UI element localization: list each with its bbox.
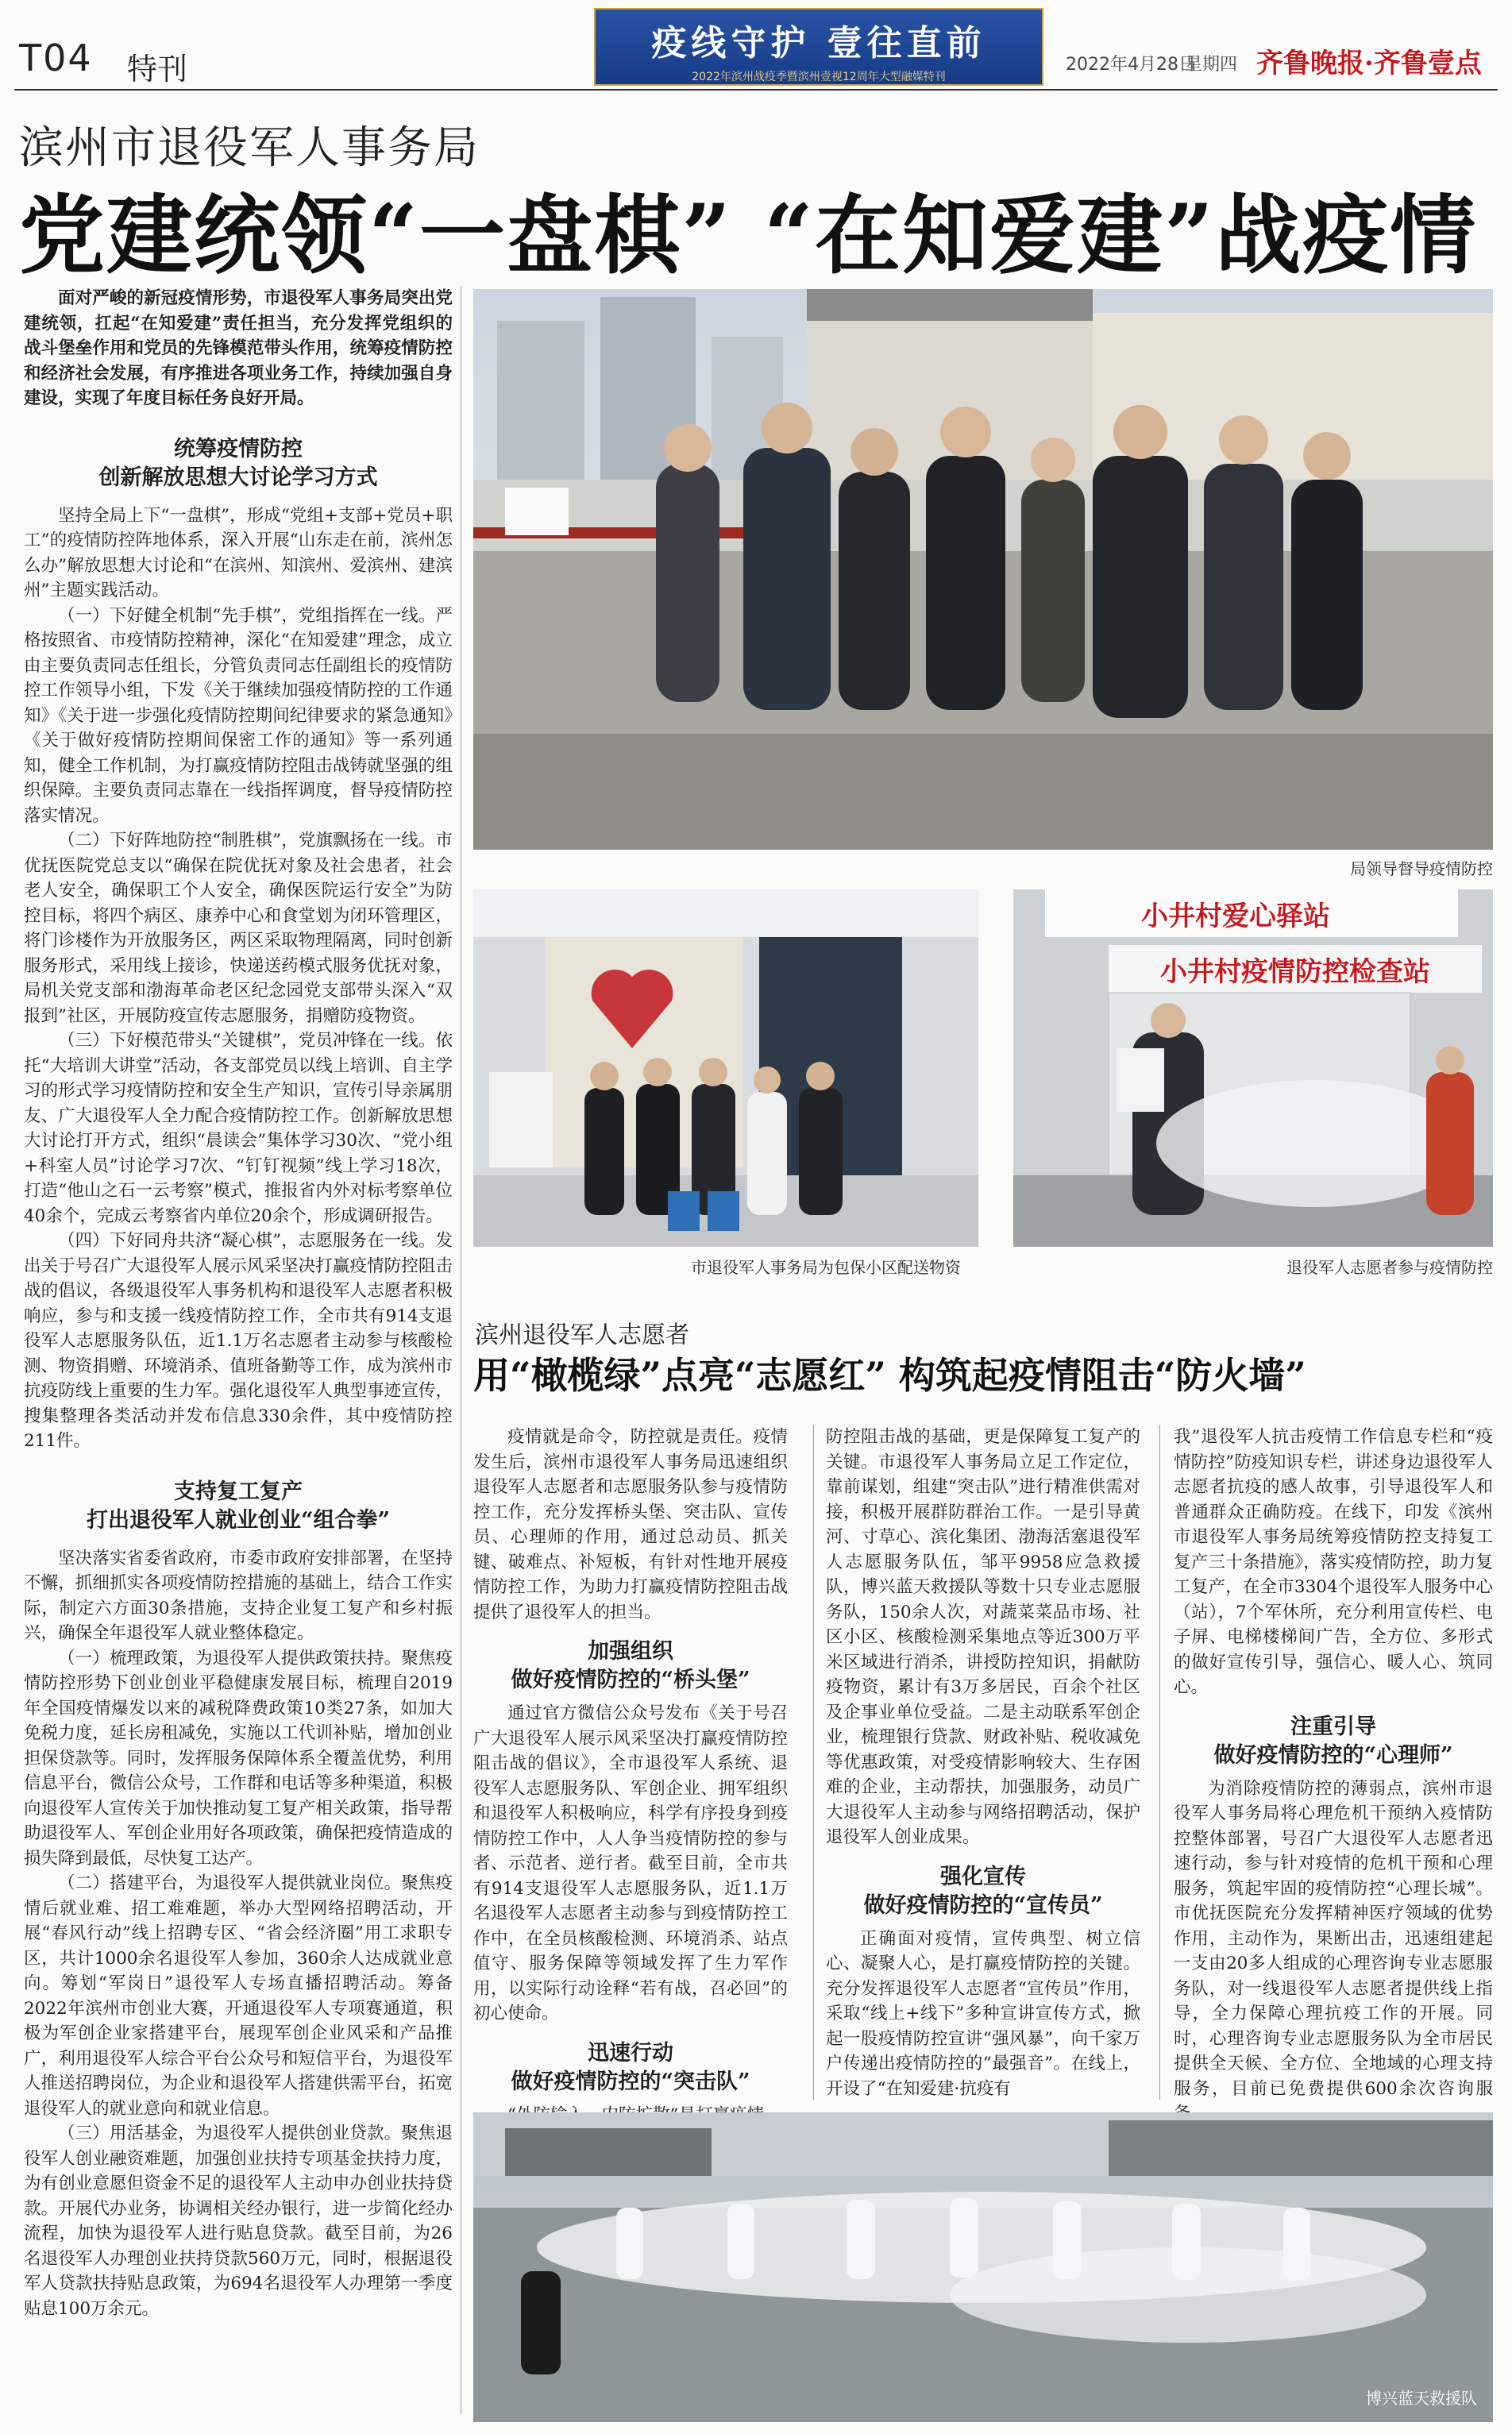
col1-intro: 疫情就是命令，防控就是责任。疫情发生后，滨州市退役军人事务局迅速组织退役军人志愿者和志愿服务队参与疫情防控工作，充分发挥桥头堡、突击队、宣传员、心理师的作用，通过总动员、抓关键、破难点、补短板，有针对性地开展疫情防控工作，为助力打赢疫情防控阻击战提供了退役军人的担当。 bbox=[473, 1427, 788, 1622]
section2-para: （三）用活基金，为退役军人提供创业贷款。聚焦退役军人创业融资难题，加强创业扶持专项基金扶持力度，为有创业意愿但资金不足的退役军人主动申办创业扶持贷款。开展代办业务，协调相关经办银行，进一步简化经办流程，加快为退役军人进行贴息贷款。截至目前，为26名退役军人办理创业扶持贷款560万元，同时，根据退役军人贷款扶持贴息政策，为694名退役军人办理第一季度贴息100万余元。 bbox=[24, 2123, 453, 2319]
newspaper-logo: 齐鲁晚报·齐鲁壹点 bbox=[1256, 48, 1482, 79]
col2-heading-1b: 做好疫情防控的“宣传员” bbox=[863, 1892, 1103, 1918]
header-rule bbox=[14, 89, 1498, 91]
main-headline: 党建统领“一盘棋” “在知爱建”战疫情 bbox=[19, 186, 1478, 286]
section1-para: （三）下好模范带头“关键棋”，党员冲锋在一线。依托“大培训大讲堂”活动，各支部党员以线上培训、自主学习的形式学习疫情防控和安全生产知识，宣传引导亲属朋友、广大退役军人全力配合疫情防控工作。创新解放思想大讨论打开方式，组织“晨读会”集体学习30次、“党小组+科室人员”讨论学习7次、“钉钉视频”线上学习18次，打造“他山之石一云考察”模式，推报省内外对标考察单位40余个，完成云考察省内单位20余个，形成调研报告。 bbox=[24, 1031, 453, 1226]
photo2-caption: 市退役军人事务局为包保小区配送物资 bbox=[691, 1258, 961, 1277]
banner-subtitle: 2022年滨州战疫季暨滨州壹视12周年大型融媒特刊 bbox=[692, 71, 946, 83]
section2-para: 坚决落实省委省政府，市委市政府安排部署，在坚持不懈，抓细抓实各项疫情防控措施的基础上，结合工作实际，制定六方面30条措施，支持企业复工复产和乡村振兴，确保全年退役军人就业整体稳定。 bbox=[24, 1548, 453, 1643]
section1-title-2: 创新解放思想大讨论学习方式 bbox=[98, 465, 378, 490]
column-divider bbox=[1159, 1425, 1160, 2100]
photo-leaders-inspection bbox=[473, 289, 1493, 850]
col1-heading-2b: 做好疫情防控的“突击队” bbox=[511, 2069, 750, 2094]
issue-weekday: 星期四 bbox=[1185, 55, 1238, 75]
column-divider bbox=[813, 1425, 814, 2100]
main-subhead: 滨州市退役军人事务局 bbox=[19, 122, 480, 174]
col3-heading-1b: 做好疫情防控的“心理师” bbox=[1213, 1742, 1453, 1768]
left-column bbox=[24, 286, 453, 2321]
banner-title: 疫线守护 壹往直前 bbox=[651, 23, 986, 64]
col3-para-1: 我”退役军人抗击疫情工作信息专栏和“疫情防控”防疫知识专栏，讲述身边退役军人志愿者抗疫的感人故事，引导退役军人和普通群众正确防疫。在线下，印发《滨州市退役军人事务局统筹疫情防控支持复工复产三十条措施》，落实疫情防控，助力复工复产，在全市3304个退役军人服务中心（站），7个军休所，充分利用宣传栏、电子屏、电梯楼梯间广告，全方位、多形式的做好宣传引导，强信心、暖人心、筑同心。 bbox=[1174, 1427, 1493, 1697]
section1-para: （一）下好健全机制“先手棋”，党组指挥在一线。严格按照省、市疫情防控精神，深化“在知爱建”理念，成立由主要负责同志任组长，分管负责同志任副组长的疫情防控工作领导小组，下发《关于继续加强疫情防控的工作通知》《关于进一步强化疫情防控期间纪律要求的紧急通知》《关于做好疫情防控期间保密工作的通知》等一系列通知，健全工作机制，为打赢疫情防控阻击战铸就坚强的组织保障。主要负责同志靠在一线指挥调度，督导疫情防控落实情况。 bbox=[24, 605, 453, 826]
page-code: T04 bbox=[19, 37, 93, 79]
col1-heading-1a: 加强组织 bbox=[588, 1639, 673, 1664]
issue-date: 2022年4月28日 bbox=[1066, 55, 1196, 75]
checkpoint-sign: 小井村疫情防控检查站 bbox=[1160, 956, 1430, 988]
section2-para: （一）梳理政策，为退役军人提供政策扶持。聚焦疫情防控形势下创业创业平稳健康发展目标，梳理自2019年全国疫情爆发以来的减税降费政策10类27条，如加大免税力度，延长房租减免，实施以工代训补贴，增加创业担保贷款等。同时，发挥服务保障体系全覆盖优势，利用信息平台，微信公众号，工作群和电话等多种渠道，积极向退役军人宣传关于加快推动复工复产相关政策，指导帮助退役军人、军创企业用好各项政策，确保把疫情造成的损失降到最低，尽快复工达产。 bbox=[24, 1648, 453, 1869]
photo-volunteer-disinfection bbox=[1013, 889, 1493, 1247]
col3-para-2: 为消除疫情防控的薄弱点，滨州市退役军人事务局将心理危机干预纳入疫情防控整体部署，号召广大退役军人志愿者迅速行动，参与针对疫情的危机干预和心理服务，筑起牢固的疫情防控“心理长城”。市优抚医院充分发挥精神医疗领域的优势作用，主动作为，果断出击，迅速组建起一支由20多人组成的心理咨询专业志愿服务队，对一线退役军人志愿者提供线上指导，全力保障心理抗疫工作的开展。同时，心理咨询专业志愿服务队为全市居民提供全天候、全方位、全地域的心理支持服务，目前已免费提供600余次咨询服 bbox=[1174, 1778, 1493, 2099]
main-photo-caption: 局领导督导疫情防控 bbox=[1350, 859, 1493, 878]
section2-title-1: 支持复工复产 bbox=[174, 1479, 303, 1504]
section2-para: （二）搭建平台，为退役军人提供就业岗位。聚焦疫情后就业难、招工难难题，举办大型网络招聘活动，开展“春风行动”线上招聘专区、“省会经济圈”用工求职专区，共计1000余名退役军人参加，360余人达成就业意向。筹划“军岗日”退役军人专场直播招聘活动。筹备2022年滨州市创业大赛，开通退役军人专项赛通道，积极为军创企业家搭建平台，展现军创企业风采和产品推广，利用退役军人综合平台公众号和短信平台，为退役军人推送招聘岗位，为企业和退役军人搭建供需平台，拓宽退役军人的就业意向和就业信息。 bbox=[24, 1873, 453, 2119]
section2-title-2: 打出退役军人就业创业“组合拳” bbox=[86, 1507, 391, 1533]
photo3-caption: 退役军人志愿者参与疫情防控 bbox=[1286, 1258, 1493, 1277]
second-subhead: 滨州退役军人志愿者 bbox=[475, 1321, 689, 1349]
second-headline: 用“橄榄绿”点亮“志愿红” 构筑起疫情阻击“防火墙” bbox=[473, 1354, 1306, 1397]
col2-para-1: 防控阻击战的基础，更是保障复工复产的关键。市退役军人事务局立足工作定位，靠前谋划，组建“突击队”进行精准供需对接，积极开展群防群治工作。一是引导黄河、寸草心、滨化集团、渤海活塞退役军人志愿服务队伍，邹平9958应急救援队，博兴蓝天救援队等数十只专业志愿服务队，150余人次，对蔬菜菜品市场、社区小区、核酸检测采集地点等近300万平米区域进行消杀，讲授防控知识，捐献防疫物资，累计有3万多居民，百余个社区及企事业单位受益。二是主动联系军创企业，梳理银行贷款、财政补贴、税收减免等优惠政策，对受疫情影响较大、生存困难的企业，主动帮扶，加强服务，动员广大退役军人主动参与网络招聘活动，保护退役军人创业成果。 bbox=[826, 1427, 1140, 1847]
col1-heading-1b: 做好疫情防控的“桥头堡” bbox=[511, 1668, 750, 1692]
col2-para-2: 正确面对疫情，宣传典型、树立信心、凝聚人心，是打赢疫情防控的关键。充分发挥退役军人志愿者“宣传员”作用，采取“线上+线下”多种宣讲宣传方式，掀起一股疫情防控宣讲“强风暴”，向千家万户传递出疫情防控的“最强音”。在线上，开设了“在知爱建·抗疫有 bbox=[826, 1928, 1140, 2099]
section1-title-1: 统筹疫情防控 bbox=[174, 436, 303, 461]
photo-supplies-delivery bbox=[473, 889, 978, 1247]
photo-rescue-team-disinfection bbox=[473, 2112, 1493, 2422]
col1-para-1: 通过官方微信公众号发布《关于号召广大退役军人展示风采坚决打赢疫情防控阻击战的倡议》，全市退役军人系统、退役军人志愿服务队、军创企业、拥军组织和退役军人积极响应，科学有序投身到疫情防控工作中，人人争当疫情防控的参与者、示范者、逆行者。截至目前，全市共有914支退役军人志愿服务队，近1.1万名退役军人志愿者主动参与到疫情防控工作中，在全员核酸检测、环境消杀、站点值守、服务保障等领域发挥了生力军作用，以实际行动诠释“若有战，召必回”的初心使命。 bbox=[473, 1703, 788, 2023]
lead-paragraph: 面对严峻的新冠疫情形势，市退役军人事务局突出党建统领，扛起“在知爱建”责任担当，充分发挥党组织的战斗堡垒作用和党员的先锋模范带头作用，统筹疫情防控和经济社会发展，有序推进各项业务工作，持续加强自身建设，实现了年度目标任务良好开局。 bbox=[24, 288, 453, 408]
special-issue-banner bbox=[594, 8, 1043, 86]
second-col-2 bbox=[826, 1425, 1140, 2101]
second-col-3 bbox=[1174, 1425, 1493, 2127]
checkpoint-sign-top: 小井村爱心驿站 bbox=[1141, 901, 1330, 932]
section1-para: 坚持全局上下“一盘棋”，形成“党组+支部+党员+职工”的疫情防控阵地体系，深入开展“山东走在前，滨州怎么办”解放思想大讨论和“在滨州、知滨州、爱滨州、建滨州”主题实践活动。 bbox=[24, 505, 453, 600]
section1-para: （二）下好阵地防控“制胜棋”，党旗飘扬在一线。市优抚医院党总支以“确保在院优抚对象及社会患者，社会老人安全，确保职工个人安全，确保医院运行安全”为防控目标，将四个病区、康养中心和食堂划为闭环管理区，将门诊楼作为开放服务区，两区采取物理隔离，同时创新服务形式，采用线上接诊，快递送药模式服务优抚对象，局机关党支部和渤海革命老区纪念园党支部带头深入“双报到”社区，开展防疫宣传志愿服务，捐赠防疫物资。 bbox=[24, 831, 453, 1026]
section-name: 特刊 bbox=[127, 52, 188, 87]
col2-heading-1a: 强化宣传 bbox=[940, 1864, 1026, 1889]
photo4-caption: 博兴蓝天救援队 bbox=[1366, 2389, 1477, 2408]
col1-heading-2a: 迅速行动 bbox=[588, 2040, 673, 2066]
section1-para: （四）下好同舟共济“凝心棋”，志愿服务在一线。发出关于号召广大退役军人展示风采坚决打赢疫情防控阻击战的倡议，各级退役军人事务机构和退役军人志愿者积极响应，参与和支援一线疫情防控工作，全市共有914支退役军人志愿服务队伍，近1.1万名志愿者主动参与核酸检测、物资捐赠、环境消杀、值班备勤等工作，成为滨州市抗疫防线上重要的生力军。强化退役军人典型事迹宣传，搜集整理各类活动并发布信息330余件，其中疫情防控211件。 bbox=[24, 1231, 453, 1451]
second-col-1 bbox=[473, 1425, 788, 2127]
col3-heading-1a: 注重引导 bbox=[1290, 1714, 1376, 1739]
